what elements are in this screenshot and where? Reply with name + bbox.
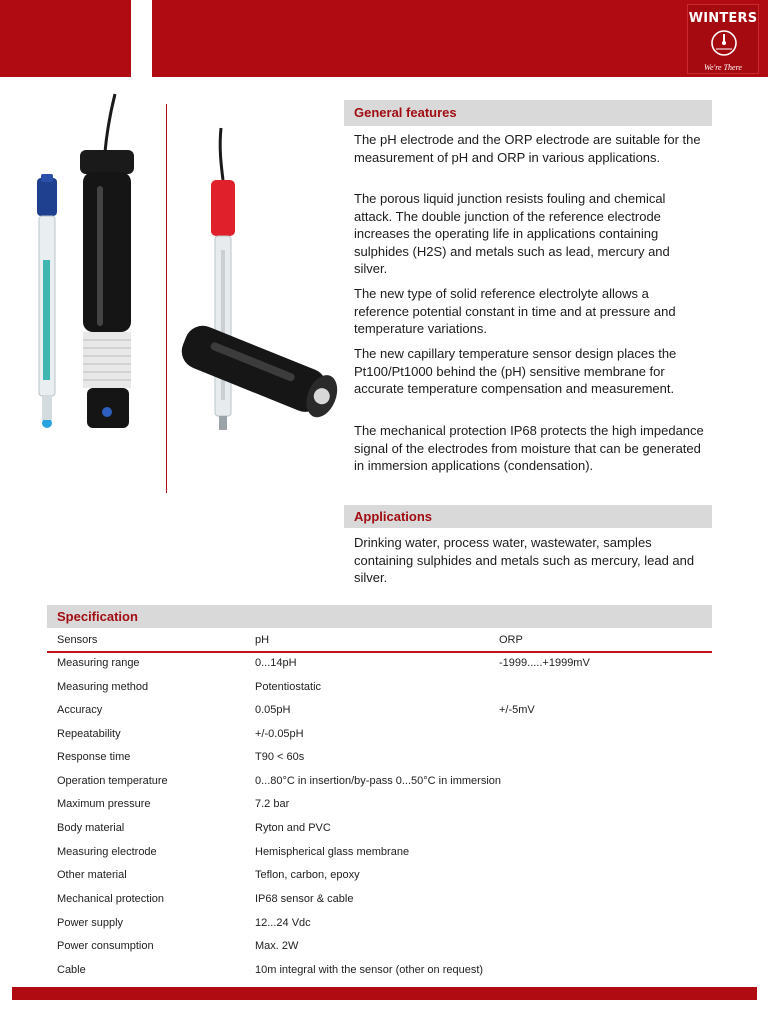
orp-electrode-image	[211, 128, 235, 430]
feature-paragraph: The pH electrode and the ORP electrode are suitable for the measurement of pH and ORP in various applications.	[354, 132, 701, 165]
spec-row	[47, 654, 712, 674]
electrode-product-illustration	[25, 90, 345, 450]
spec-label: Power supply	[57, 917, 124, 929]
spec-row	[47, 795, 712, 815]
spec-row	[47, 914, 712, 934]
spec-label: Power consumption	[57, 940, 154, 952]
gauge-emblem-icon	[710, 29, 738, 57]
feature-paragraph: The porous liquid junction resists fouling and chemical attack. The double junction of the reference electrode increases the operating life in applications containing sulphides (H2S) and metals such as lead, mercury and silver.	[354, 191, 670, 276]
ph-electrode-image	[37, 174, 57, 428]
spec-ph-value: 0...14pH	[255, 657, 297, 669]
spec-row	[47, 937, 712, 957]
spec-row	[47, 678, 712, 698]
applications-header	[344, 505, 712, 528]
vertical-divider	[166, 104, 167, 493]
spec-ph-value: +/-0.05pH	[255, 728, 304, 740]
specification-title: Specification	[57, 609, 138, 624]
spec-header-sensors: Sensors	[57, 634, 98, 646]
orp-body-image	[176, 320, 343, 421]
spec-ph-value: T90 < 60s	[255, 751, 305, 763]
spec-label: Measuring method	[57, 681, 149, 693]
spec-label: Operation temperature	[57, 775, 168, 787]
spec-orp-value: +/-5mV	[499, 704, 535, 716]
spec-label: Measuring range	[57, 657, 140, 669]
spec-ph-value: Potentiostatic	[255, 681, 322, 693]
spec-header-divider	[47, 651, 712, 653]
spec-table-header-row	[47, 631, 712, 651]
spec-header-orp: ORP	[499, 634, 523, 646]
spec-row	[47, 843, 712, 863]
spec-row	[47, 961, 712, 981]
header-bar-right	[152, 0, 768, 77]
spec-orp-value: -1999.....+1999mV	[499, 657, 590, 669]
spec-label: Other material	[57, 869, 127, 881]
winters-logo[interactable]	[687, 4, 759, 74]
spec-header-ph: pH	[255, 634, 270, 646]
general-features-header	[344, 100, 712, 126]
spec-ph-value: 10m integral with the sensor (other on request)	[255, 964, 484, 976]
logo-tagline: We're There	[704, 63, 742, 72]
spec-ph-value: 12...24 Vdc	[255, 917, 311, 929]
spec-ph-value: 0.05pH	[255, 704, 291, 716]
footer-bar	[12, 987, 757, 1000]
general-features-title: General features	[354, 105, 457, 120]
feature-paragraph: The new type of solid reference electrolyte allows a reference potential constant in time and at pressure and temperature variations.	[354, 286, 676, 336]
spec-label: Accuracy	[57, 704, 103, 716]
spec-label: Response time	[57, 751, 131, 763]
spec-ph-value: IP68 sensor & cable	[255, 893, 354, 905]
spec-label: Body material	[57, 822, 125, 834]
spec-label: Mechanical protection	[57, 893, 165, 905]
header-bar-left	[0, 0, 131, 77]
spec-label: Repeatability	[57, 728, 121, 740]
applications-title: Applications	[354, 509, 433, 524]
specification-header	[47, 605, 712, 628]
spec-ph-value: Hemispherical glass membrane	[255, 846, 410, 858]
spec-ph-value: Max. 2W	[255, 940, 299, 952]
spec-row	[47, 725, 712, 745]
spec-ph-value: 0...80°C in insertion/by-pass 0...50°C in immersion	[255, 775, 502, 787]
spec-ph-value: 7.2 bar	[255, 798, 290, 810]
spec-label: Maximum pressure	[57, 798, 151, 810]
ph-body-image	[80, 94, 134, 428]
feature-paragraph: The new capillary temperature sensor design places the Pt100/Pt1000 behind the (pH) sensitive membrane for accurate temperature compensation and measurement.	[354, 346, 677, 396]
spec-label: Measuring electrode	[57, 846, 157, 858]
spec-row	[47, 748, 712, 768]
spec-row	[47, 772, 712, 792]
spec-label: Cable	[57, 964, 86, 976]
feature-paragraph: The mechanical protection IP68 protects the high impedance signal of the electrodes from moisture that can be generated in immersion applications (condensation).	[354, 423, 704, 473]
spec-row	[47, 890, 712, 910]
spec-ph-value: Teflon, carbon, epoxy	[255, 869, 360, 881]
applications-text: Drinking water, process water, wastewater, samples containing sulphides and metals such as mercury, lead and silver.	[354, 535, 695, 585]
spec-ph-value: Ryton and PVC	[255, 822, 331, 834]
logo-wordmark: WINTERS	[688, 11, 758, 26]
spec-row	[47, 819, 712, 839]
spec-row	[47, 701, 712, 721]
spec-row	[47, 866, 712, 886]
